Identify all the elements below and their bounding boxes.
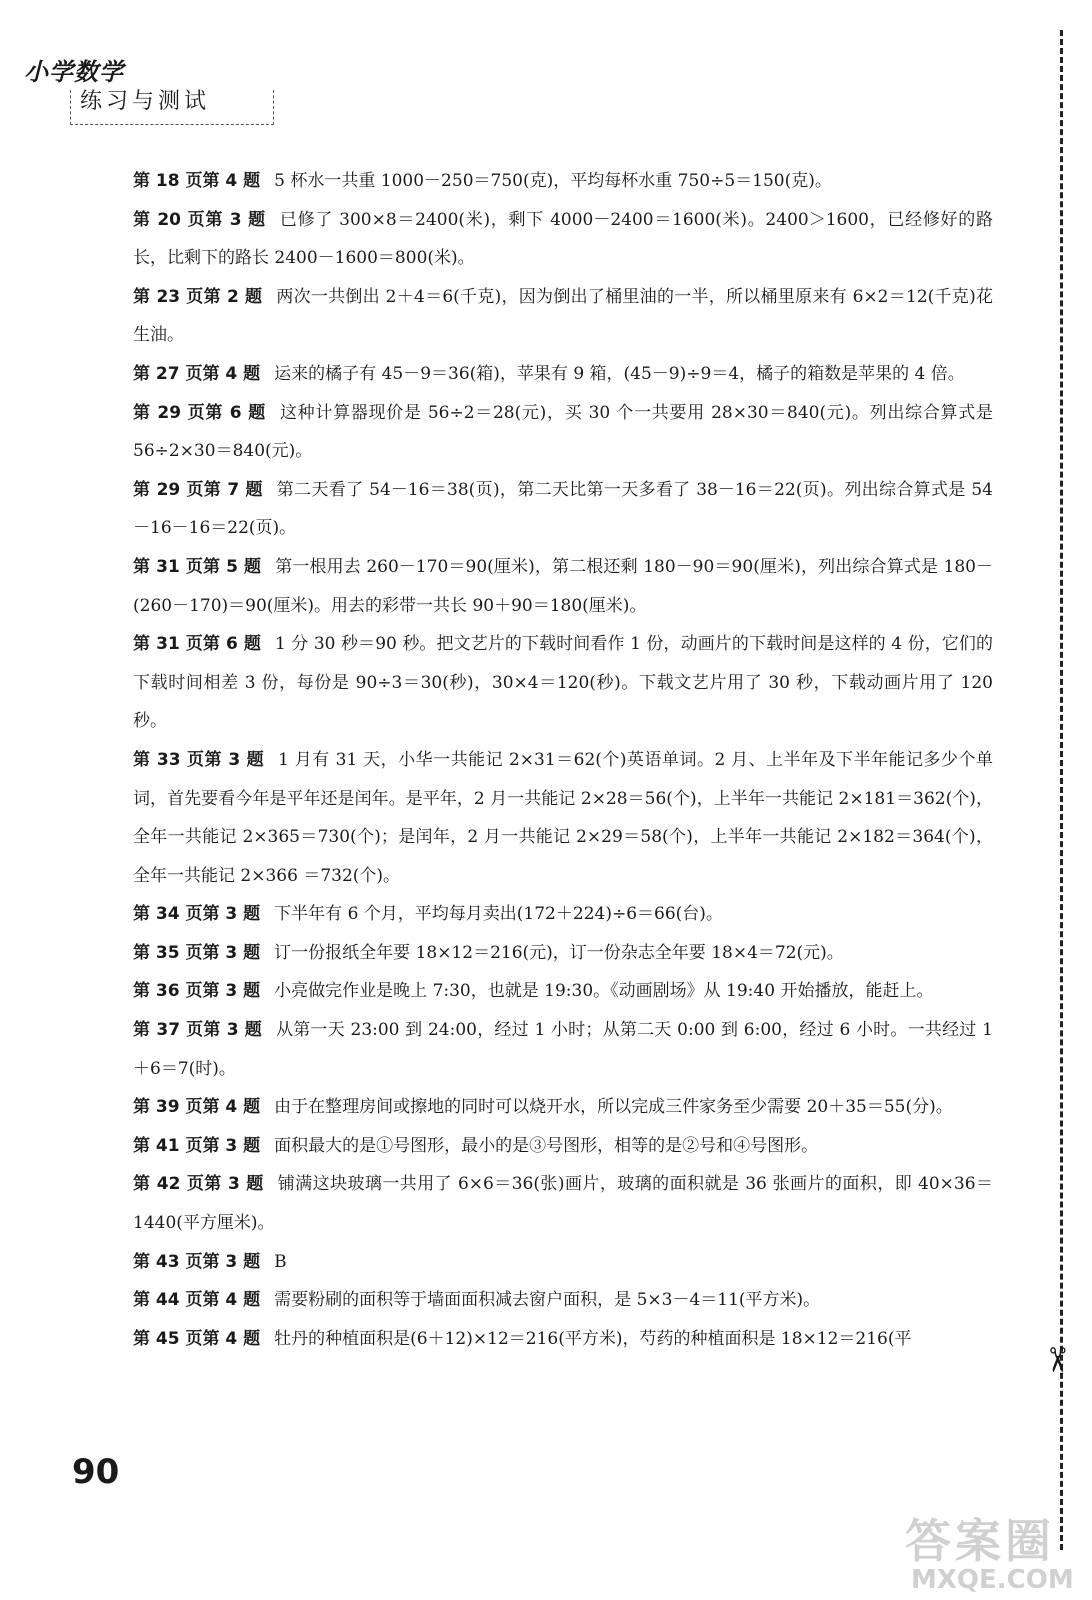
answer-label: 第 37 页第 3 题 [133, 1020, 262, 1041]
book-subject: 小学数学 [24, 58, 124, 86]
answer-text: 运来的橘子有 45－9＝36(箱)，苹果有 9 箱，(45－9)÷9＝4，橘子的箱数是苹果的 4 倍。 [274, 363, 965, 384]
answer-item [133, 741, 993, 895]
answer-text: 牡丹的种植面积是(6＋12)×12＝216(平方米)，芍药的种植面积是 18×12＝216(平 [274, 1328, 912, 1349]
answer-item [133, 355, 993, 394]
answer-text: 订一份报纸全年要 18×12＝216(元)，订一份杂志全年要 18×4＝72(元)。 [274, 942, 844, 963]
answer-text: 第一根用去 260－170＝90(厘米)，第二根还剩 180－90＝90(厘米)，列出综合算式是 180－(260－170)＝90(厘米)。用去的彩带一共长 90＋90＝180(厘米)。 [133, 556, 993, 616]
page-number: 90 [72, 1452, 120, 1492]
answer-label: 第 36 页第 3 题 [133, 981, 261, 1002]
answer-item [133, 1165, 993, 1242]
cut-line [1060, 30, 1063, 1550]
answer-label: 第 29 页第 7 题 [133, 479, 263, 500]
answer-text: 第二天看了 54－16＝38(页)，第二天比第一天多看了 38－16＝22(页)。列出综合算式是 54－16－16＝22(页)。 [133, 479, 993, 539]
answer-item [133, 1127, 993, 1166]
answer-item [133, 972, 993, 1011]
answer-label: 第 35 页第 3 题 [133, 942, 261, 963]
answer-item [133, 1320, 993, 1359]
answer-label: 第 23 页第 2 题 [133, 286, 263, 307]
book-title: 练习与测试 [80, 89, 211, 114]
answer-label: 第 31 页第 6 题 [133, 634, 261, 655]
answer-label: 第 20 页第 3 题 [133, 209, 266, 230]
answer-item [133, 625, 993, 741]
answer-text: 由于在整理房间或擦地的同时可以烧开水，所以完成三件家务至少需要 20＋35＝55(分)。 [274, 1097, 953, 1118]
answer-item [133, 934, 993, 973]
answer-text: 1 分 30 秒＝90 秒。把文艺片的下载时间看作 1 份，动画片的下载时间是这样的 4 份，它们的下载时间相差 3 份，每份是 90÷3＝30(秒)，30×4＝120(秒)。下载文艺片用了 30 秒，下载动画片用了 120 秒。 [133, 634, 993, 732]
watermark [905, 1505, 1074, 1595]
answer-text: 下半年有 6 个月，平均每月卖出(172＋224)÷6＝66(台)。 [274, 904, 723, 925]
answer-text: 两次一共倒出 2＋4＝6(千克)，因为倒出了桶里油的一半，所以桶里原来有 6×2＝12(千克)花生油。 [133, 286, 993, 346]
answer-label: 第 27 页第 4 题 [133, 363, 261, 384]
answer-text: B [274, 1251, 287, 1272]
answer-label: 第 44 页第 4 题 [133, 1290, 261, 1311]
answer-label: 第 42 页第 3 题 [133, 1174, 264, 1195]
answer-label: 第 34 页第 3 题 [133, 904, 261, 925]
answer-text: 面积最大的是①号图形，最小的是③号图形，相等的是②号和④号图形。 [274, 1135, 819, 1156]
watermark-logo: 答案圈 [905, 1514, 1055, 1568]
answer-label: 第 41 页第 3 题 [133, 1135, 261, 1156]
watermark-site: MXQE.COM [911, 1565, 1074, 1595]
answer-label: 第 39 页第 4 题 [133, 1097, 261, 1118]
answer-text: 已修了 300×8＝2400(米)，剩下 4000－2400＝1600(米)。2400＞1600，已经修好的路长，比剩下的路长 2400－1600＝800(米)。 [133, 209, 993, 269]
answer-label: 第 43 页第 3 题 [133, 1251, 261, 1272]
answer-label: 第 33 页第 3 题 [133, 749, 265, 770]
answer-text: 需要粉刷的面积等于墙面面积减去窗户面积，是 5×3－4＝11(平方米)。 [274, 1290, 821, 1311]
answer-label: 第 31 页第 5 题 [133, 556, 262, 577]
answer-item [133, 1088, 993, 1127]
answer-text: 从第一天 23:00 到 24:00，经过 1 小时；从第二天 0:00 到 6:00，经过 6 小时。一共经过 1＋6＝7(时)。 [133, 1020, 993, 1079]
answer-item [133, 201, 993, 278]
answer-item [133, 1243, 993, 1282]
scissors-icon: ✂ [1036, 1345, 1077, 1375]
answer-list [133, 162, 993, 1358]
answer-item [133, 278, 993, 355]
answer-item [133, 1011, 993, 1088]
answer-item [133, 1281, 993, 1320]
answer-item [133, 895, 993, 934]
answer-label: 第 29 页第 6 题 [133, 402, 266, 423]
answer-label: 第 45 页第 4 题 [133, 1328, 261, 1349]
answer-item [133, 162, 993, 201]
answer-item [133, 471, 993, 548]
answer-text: 小亮做完作业是晚上 7:30，也就是 19:30。《动画剧场》从 19:40 开始播放，能赶上。 [274, 981, 934, 1002]
answer-item [133, 394, 993, 471]
answer-text: 1 月有 31 天，小华一共能记 2×31＝62(个)英语单词。2 月、上半年及下半年能记多少个单词，首先要看今年是平年还是闰年。是平年，2 月一共能记 2×28＝56(个)，上半年一共能记 2×181＝362(个)，全年一共能记 2×365＝730(个)；是闰年，2 月一共能记 2×29＝58(个)，上半年一共能记 2×182＝364(个)，全年一共能记 2×366 ＝732(个)。 [133, 749, 993, 886]
answer-text: 铺满这块玻璃一共用了 6×6＝36(张)画片，玻璃的面积就是 36 张画片的面积，即 40×36＝1440(平方厘米)。 [133, 1174, 993, 1234]
book-header [18, 52, 288, 132]
answer-text: 这种计算器现价是 56÷2＝28(元)，买 30 个一共要用 28×30＝840(元)。列出综合算式是 56÷2×30＝840(元)。 [133, 402, 993, 462]
answer-label: 第 18 页第 4 题 [133, 171, 261, 191]
answer-item [133, 548, 993, 625]
answer-text: 5 杯水一共重 1000－250＝750(克)，平均每杯水重 750÷5＝150(克)。 [274, 171, 832, 191]
